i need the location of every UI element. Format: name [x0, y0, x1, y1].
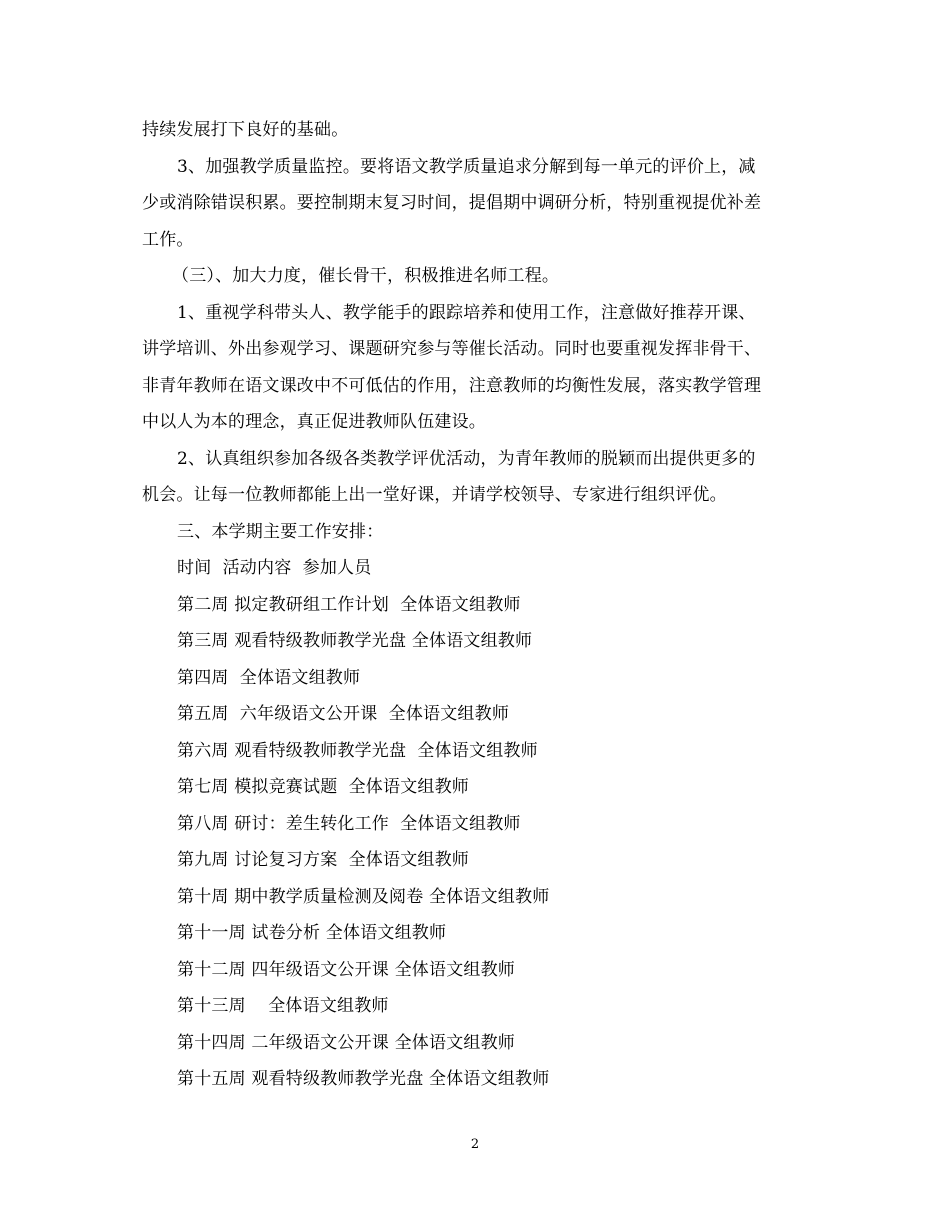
section-heading: （三）、加大力度，催长骨干，积极推进名师工程。 [172, 266, 560, 286]
schedule-row: 第六周 观看特级教师教学光盘 全体语文组教师 [177, 740, 538, 761]
schedule-row: 第十二周 四年级语文公开课 全体语文组教师 [177, 959, 516, 980]
page-number: 2 [470, 1137, 480, 1152]
paragraph-line: 工作。 [142, 229, 194, 250]
paragraph-line: 持续发展打下良好的基础。 [142, 120, 349, 140]
paragraph-line: 2、认真组织参加各级各类教学评优活动，为青年教师的脱颖而出提供更多的 [177, 448, 756, 469]
schedule-row: 第八周 研讨：差生转化工作 全体语文组教师 [177, 813, 521, 834]
paragraph-line: 少或消除错误积累。要控制期末复习时间，提倡期中调研分析，特别重视提优补差 [142, 193, 762, 213]
schedule-row: 第十三周 全体语文组教师 [177, 996, 389, 1016]
schedule-row: 第十周 期中教学质量检测及阅卷 全体语文组教师 [177, 886, 550, 907]
section-heading: 三、本学期主要工作安排： [177, 521, 384, 542]
schedule-row: 第五周 六年级语文公开课 全体语文组教师 [177, 704, 510, 724]
schedule-row: 第十一周 试卷分析 全体语文组教师 [177, 923, 447, 943]
schedule-row: 第十五周 观看特级教师教学光盘 全体语文组教师 [177, 1069, 550, 1089]
schedule-row: 第十四周 二年级语文公开课 全体语文组教师 [177, 1032, 516, 1053]
schedule-row: 第三周 观看特级教师教学光盘 全体语文组教师 [177, 631, 533, 651]
schedule-row: 第九周 讨论复习方案 全体语文组教师 [177, 850, 470, 870]
paragraph-line: 机会。让每一位教师都能上出一堂好课，并请学校领导、专家进行组织评优。 [142, 485, 727, 505]
schedule-header: 时间 活动内容 参加人员 [177, 558, 372, 578]
paragraph-line: 非青年教师在语文课改中不可低估的作用，注意教师的均衡性发展，落实教学管理 [142, 375, 762, 396]
paragraph-line: 1、重视学科带头人、教学能手的跟踪培养和使用工作，注意做好推荐开课、 [177, 302, 756, 323]
schedule-row: 第二周 拟定教研组工作计划 全体语文组教师 [177, 594, 521, 615]
schedule-row: 第七周 模拟竞赛试题 全体语文组教师 [177, 777, 470, 797]
schedule-row: 第四周 全体语文组教师 [177, 667, 361, 688]
paragraph-line: 中以人为本的理念，真正促进教师队伍建设。 [142, 412, 486, 432]
paragraph-line: 讲学培训、外出参观学习、课题研究参与等催长活动。同时也要重视发挥非骨干、 [142, 339, 762, 359]
paragraph-line: 3、加强教学质量监控。要将语文教学质量追求分解到每一单元的评价上，减 [177, 156, 756, 177]
document-body [142, 112, 812, 1098]
